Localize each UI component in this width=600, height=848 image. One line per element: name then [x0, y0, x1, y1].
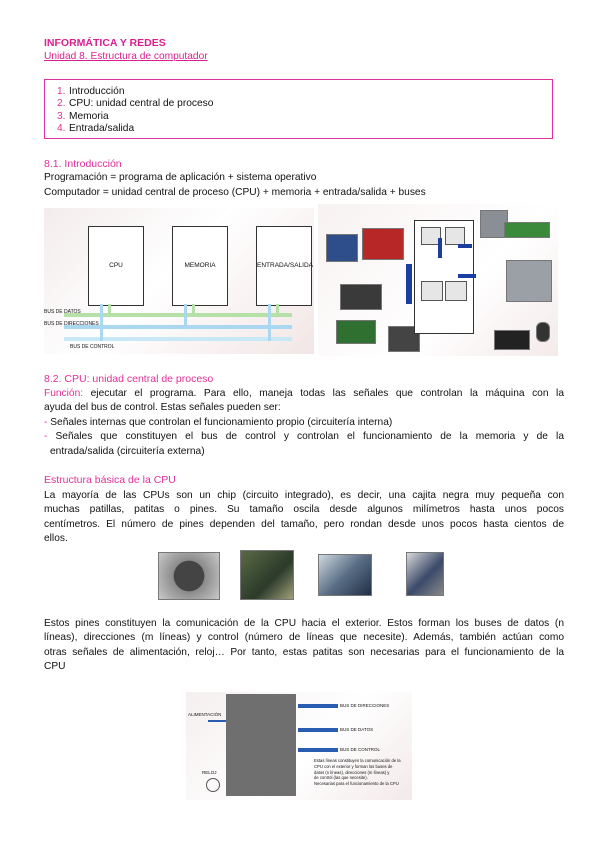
monitor-image	[326, 234, 358, 262]
graphics-card-image	[362, 228, 404, 260]
toc-item[interactable]: 3. Memoria	[57, 110, 109, 122]
control-bus-pin-label: BUS DE CONTROL	[340, 747, 381, 752]
data-bus-pin-label: BUS DE DATOS	[340, 727, 374, 732]
unit-subtitle[interactable]: Unidad 8. Estructura de computador	[44, 51, 208, 62]
cpu-chip-block	[226, 694, 296, 796]
structure-paragraph-1: La mayoría de las CPUs son un chip (circuito integrado), es decir, una cajita negra muy pequeña con muchas patillas, patitas o pines. Su tamaño oscila desde algunos milímetros hasta unos pocos centímetros. El número de pines dependen del tamaño, pero rondan desde unos pocos hasta cientos de ellos.	[44, 490, 564, 545]
power-label: ALIMENTACIÓN	[188, 712, 222, 717]
section-heading-structure: Estructura básica de la CPU	[44, 474, 176, 486]
mouse-image	[536, 322, 550, 342]
section-heading-cpu: 8.2. CPU: unidad central de proceso	[44, 373, 214, 385]
address-bus-pin-label: BUS DE DIRECCIONES	[340, 703, 390, 708]
clock-icon	[206, 778, 220, 792]
intro-line-1: Programación = programa de aplicación + sistema operativo	[44, 172, 317, 183]
hard-drive-image	[506, 260, 552, 302]
signal-item-1: - Señales internas que controlan el funcionamiento propio (circuitería interna)	[44, 416, 393, 428]
network-card-image	[336, 320, 376, 344]
cpu-pins-diagram	[186, 692, 412, 800]
funcion-text-2: ayuda del bus de control. Estas señales pueden ser:	[44, 402, 281, 414]
data-bus-line	[64, 313, 292, 317]
cpu-function-paragraph	[44, 387, 564, 459]
chip-photo-1	[158, 552, 220, 600]
chip-photo-4	[406, 552, 444, 596]
address-bus-label: BUS DE DIRECCIONES	[44, 321, 99, 327]
sound-card-image	[340, 284, 382, 310]
computer-block-diagram	[44, 208, 314, 354]
keyboard-image	[494, 330, 530, 350]
control-bus-label: BUS DE CONTROL	[70, 344, 115, 350]
io-block: ENTRADA/SALIDA	[256, 226, 312, 306]
toc-item[interactable]: 2. CPU: unidad central de proceso	[57, 98, 214, 110]
chip-photo-3	[318, 554, 372, 596]
cpu-chip-photos	[152, 548, 446, 604]
pins-note: Estas líneas constituyen la comunicación de la CPU con el exterior y forman los buses de datos (n líneas), direcciones (m líneas) y de control (las que necesite). Necesarias para el funcionamiento de la CPU	[314, 758, 401, 787]
section-heading-intro: 8.1. Introducción	[44, 158, 122, 170]
motherboard-components-image	[318, 204, 558, 356]
funcion-label: Función:	[44, 388, 84, 399]
signal-item-2: - Señales que constituyen el bus de control y controlan el funcionamiento de la memoria y de la	[44, 431, 564, 443]
toc-item[interactable]: 4. Entrada/salida	[57, 123, 135, 135]
data-bus-label: BUS DE DATOS	[44, 309, 81, 315]
clock-label: RELOJ	[202, 770, 217, 775]
toc-item[interactable]: 1. Introducción	[57, 86, 125, 97]
funcion-text: ejecutar el programa. Para ello, maneja todas las señales que controlan la máquina con la	[83, 388, 564, 399]
document-title: INFORMÁTICA Y REDES	[44, 37, 166, 49]
structure-paragraph-2: Estos pines constituyen la comunicación de la CPU hacia el exterior. Estos forman los buses de datos (n líneas), direcciones (m líneas) y control (número de líneas que necesite). Además, también actúan como otras señales de alimentación, reloj… Por tanto, estas patitas son necesarias para el funcionamiento de la CPU	[44, 618, 564, 673]
signal-item-2-cont: entrada/salida (circuitería externa)	[50, 445, 205, 457]
ram-module-image	[504, 222, 550, 238]
chip-photo-2	[240, 550, 294, 600]
table-of-contents	[44, 79, 553, 139]
intro-line-2: Computador = unidad central de proceso (CPU) + memoria + entrada/salida + buses	[44, 187, 426, 198]
control-bus-line	[64, 337, 292, 341]
cpu-block: CPU	[88, 226, 144, 306]
memory-block: MEMORIA	[172, 226, 228, 306]
